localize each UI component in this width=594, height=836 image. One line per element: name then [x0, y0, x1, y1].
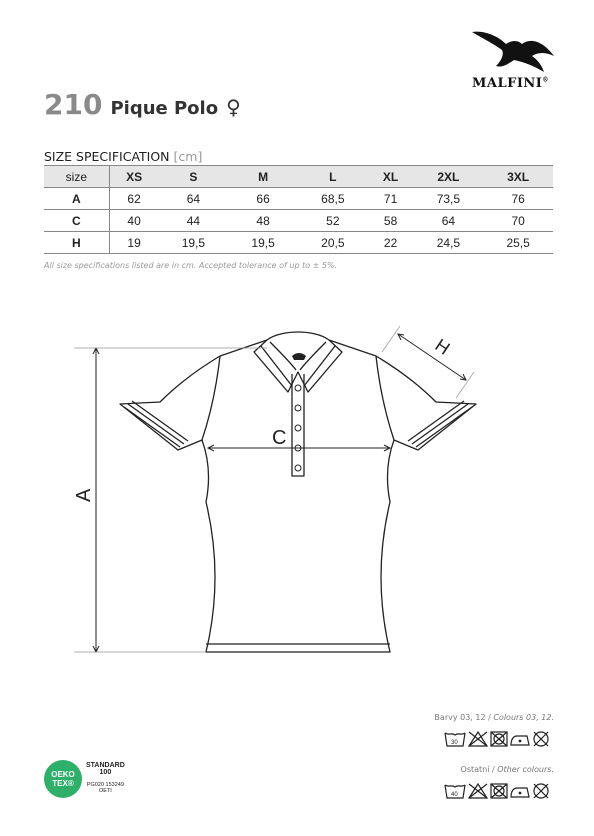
table-row [44, 232, 553, 254]
oeko-tex-details: STANDARD 100 PG020 153249 OETI [86, 762, 125, 794]
table-cell: 64 [414, 210, 484, 232]
product-name: Pique Polo [110, 98, 219, 119]
dimension-label-c: C [272, 427, 287, 449]
dimension-label-a: A [73, 488, 95, 502]
table-cell: 19,5 [159, 232, 229, 254]
table-header-row [44, 166, 553, 188]
table-cell: 40 [109, 210, 158, 232]
oeko-tex-logo: OEKO TEX® [44, 760, 82, 798]
svg-text:30: 30 [451, 740, 458, 746]
table-row [44, 210, 553, 232]
table-cell: 52 [298, 210, 368, 232]
table-cell: 22 [368, 232, 414, 254]
table-cell: 24,5 [414, 232, 484, 254]
row-label: H [44, 232, 109, 254]
table-cell: 48 [228, 210, 298, 232]
header-cell: size [44, 166, 109, 188]
table-cell: 20,5 [298, 232, 368, 254]
header-cell: M [228, 166, 298, 188]
product-title [44, 88, 241, 121]
header-cell: S [159, 166, 229, 188]
tolerance-note: All size specifications listed are in cm. Accepted tolerance of up to ± 5%. [44, 261, 338, 270]
row-label: C [44, 210, 109, 232]
header-cell: XS [109, 166, 158, 188]
table-cell: 71 [368, 188, 414, 210]
care-symbols-row-1 [443, 730, 555, 748]
colours-label-primary: Barvy 03, 12 / Colours 03, 12. [434, 713, 554, 722]
polo-technical-drawing [60, 312, 500, 672]
size-spec-table [44, 165, 553, 254]
table-cell: 19 [109, 232, 158, 254]
header-cell: XL [368, 166, 414, 188]
colours-label-other: Ostatní / Other colours. [460, 765, 554, 774]
table-cell: 62 [109, 188, 158, 210]
malfini-logo-text: MALFINI® [472, 76, 549, 91]
svg-text:40: 40 [451, 792, 458, 798]
size-spec-heading: SIZE SPECIFICATION [cm] [44, 149, 203, 164]
table-cell: 70 [483, 210, 553, 232]
table-row [44, 188, 553, 210]
header-cell: L [298, 166, 368, 188]
table-cell: 76 [483, 188, 553, 210]
table-cell: 64 [159, 188, 229, 210]
dimension-label-h: H [431, 334, 454, 359]
row-label: A [44, 188, 109, 210]
female-symbol-icon: ♀ [226, 95, 241, 119]
care-symbols-row-2 [443, 782, 555, 800]
header-cell: 2XL [414, 166, 484, 188]
table-cell: 66 [228, 188, 298, 210]
table-cell: 68,5 [298, 188, 368, 210]
table-cell: 25,5 [483, 232, 553, 254]
product-number: 210 [44, 88, 103, 121]
header-cell: 3XL [483, 166, 553, 188]
table-cell: 44 [159, 210, 229, 232]
table-cell: 19,5 [228, 232, 298, 254]
malfini-logo-eagle [468, 26, 560, 76]
table-cell: 73,5 [414, 188, 484, 210]
table-cell: 58 [368, 210, 414, 232]
